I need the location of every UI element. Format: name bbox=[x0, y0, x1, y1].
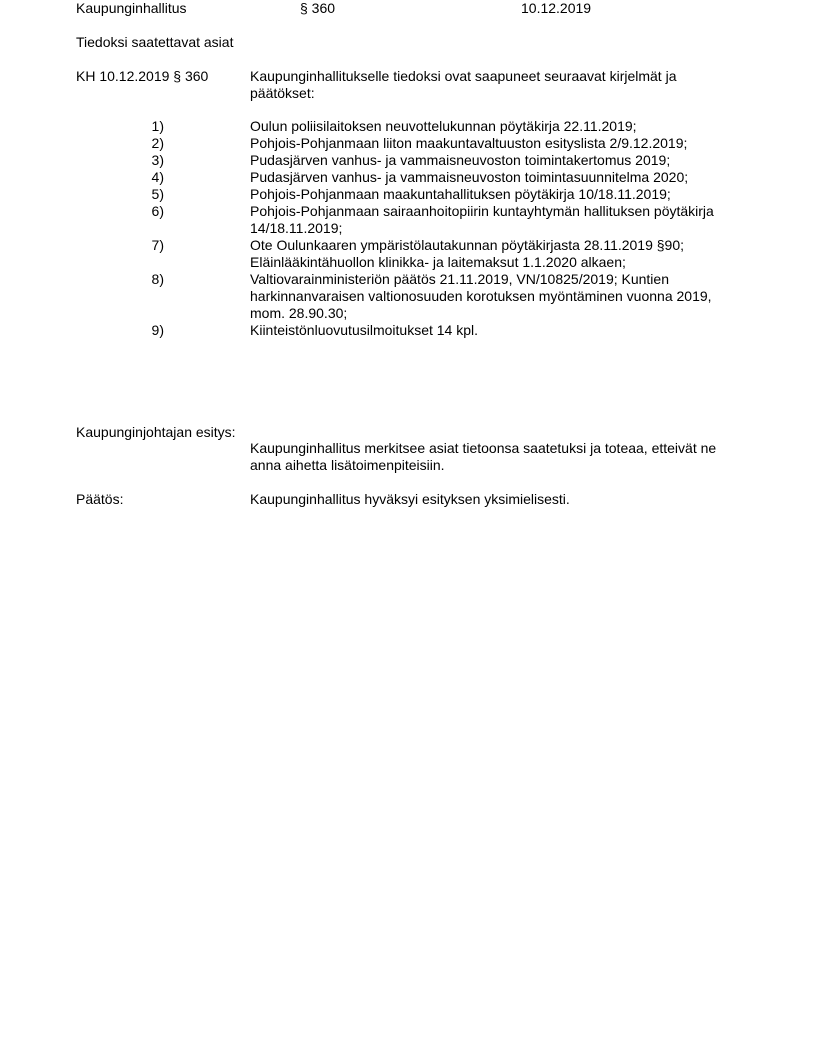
item-number: 6) bbox=[151, 203, 164, 219]
item-number: 9) bbox=[151, 322, 164, 338]
reference: KH 10.12.2019 § 360 bbox=[76, 68, 209, 84]
item-text: Kiinteistönluovutusilmoitukset 14 kpl. bbox=[250, 322, 479, 338]
item-text: Pohjois-Pohjanmaan liiton maakuntavaltuuston esityslista 2/9.12.2019; bbox=[250, 135, 688, 151]
item-text: Pudasjärven vanhus- ja vammaisneuvoston toimintasuunnitelma 2020; bbox=[250, 169, 689, 185]
list-item bbox=[0, 203, 816, 237]
item-number: 2) bbox=[151, 135, 164, 151]
decision-label: Päätös: bbox=[76, 491, 124, 507]
item-text: Ote Oulunkaaren ympäristölautakunnan pöytäkirjasta 28.11.2019 §90; Eläinlääkintähuollon klinikka- ja laitemaksut 1.1.2020 alkaen; bbox=[250, 237, 685, 270]
item-number: 5) bbox=[151, 186, 164, 202]
list-item bbox=[0, 118, 816, 135]
proposal-text: Kaupunginhallitus merkitsee asiat tietoonsa saatetuksi ja toteaa, etteivät ne anna aihetta lisätoimenpiteisiin. bbox=[250, 440, 717, 473]
decision-text: Kaupunginhallitus hyväksyi esityksen yksimielisesti. bbox=[250, 491, 570, 507]
item-number: 4) bbox=[151, 169, 164, 185]
header-organ: Kaupunginhallitus bbox=[76, 0, 187, 16]
intro-text: Kaupunginhallitukselle tiedoksi ovat saapuneet seuraavat kirjelmät ja päätökset: bbox=[250, 68, 677, 101]
list-item bbox=[0, 186, 816, 203]
item-list bbox=[0, 118, 816, 339]
item-number: 3) bbox=[151, 152, 164, 168]
item-number: 8) bbox=[151, 271, 164, 287]
item-text: Pohjois-Pohjanmaan sairaanhoitopiirin kuntayhtymän hallituksen pöytäkirja 14/18.11.2019; bbox=[250, 203, 714, 236]
proposal-label: Kaupunginjohtajan esitys: bbox=[76, 424, 236, 440]
item-number: 1) bbox=[151, 118, 164, 134]
list-item bbox=[0, 237, 816, 271]
list-item bbox=[0, 135, 816, 152]
list-item bbox=[0, 271, 816, 322]
list-item bbox=[0, 322, 816, 339]
header-section: § 360 bbox=[300, 0, 336, 16]
item-number: 7) bbox=[151, 237, 164, 253]
item-text: Valtiovarainministeriön päätös 21.11.2019, VN/10825/2019; Kuntien harkinnanvaraisen valtionosuuden korotuksen myöntäminen vuonna 2019, mom. 28.90.30; bbox=[250, 271, 712, 321]
list-item bbox=[0, 152, 816, 169]
subject-title: Tiedoksi saatettavat asiat bbox=[76, 34, 234, 50]
item-text: Pohjois-Pohjanmaan maakuntahallituksen pöytäkirja 10/18.11.2019; bbox=[250, 186, 671, 202]
header-date: 10.12.2019 bbox=[521, 0, 592, 16]
item-text: Oulun poliisilaitoksen neuvottelukunnan pöytäkirja 22.11.2019; bbox=[250, 118, 637, 134]
list-item bbox=[0, 169, 816, 186]
item-text: Pudasjärven vanhus- ja vammaisneuvoston toimintakertomus 2019; bbox=[250, 152, 671, 168]
